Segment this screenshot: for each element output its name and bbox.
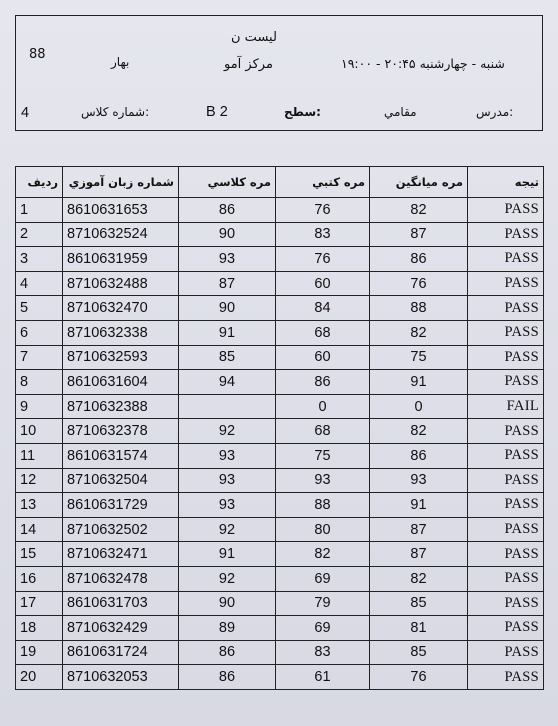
header-result: تيجه: [468, 167, 544, 198]
result-cell: PASS: [468, 345, 544, 370]
student-id-cell: 8610631724: [63, 640, 179, 665]
table-row: [16, 591, 544, 616]
class-score-cell: 92: [179, 517, 276, 542]
table-row: [16, 320, 544, 345]
row-number-cell: 10: [16, 419, 63, 444]
student-id-cell: 8610631604: [63, 370, 179, 395]
result-cell: PASS: [468, 468, 544, 493]
written-score-cell: 76: [276, 198, 370, 223]
student-id-cell: 8610631703: [63, 591, 179, 616]
average-score-cell: 85: [370, 640, 468, 665]
result-cell: PASS: [468, 222, 544, 247]
student-id-cell: 8710632504: [63, 468, 179, 493]
header-box: [15, 15, 543, 131]
class-schedule: شنبه - چهارشنبه ۲۰:۴۵ - ۱۹:۰۰: [341, 56, 505, 71]
written-score-cell: 88: [276, 493, 370, 518]
table-row: [16, 517, 544, 542]
student-id-cell: 8710632502: [63, 517, 179, 542]
result-cell: PASS: [468, 591, 544, 616]
table-row: [16, 296, 544, 321]
row-number-cell: 14: [16, 517, 63, 542]
written-score-cell: 82: [276, 542, 370, 567]
level-label: سطح:: [284, 105, 321, 119]
row-number-cell: 11: [16, 443, 63, 468]
written-score-cell: 75: [276, 443, 370, 468]
row-number-cell: 6: [16, 320, 63, 345]
average-score-cell: 87: [370, 517, 468, 542]
row-number-cell: 3: [16, 247, 63, 272]
class-number: 4: [21, 105, 30, 121]
student-id-cell: 8710632524: [63, 222, 179, 247]
student-id-cell: 8710632429: [63, 616, 179, 641]
written-score-cell: 76: [276, 247, 370, 272]
row-number-cell: 17: [16, 591, 63, 616]
row-number-cell: 9: [16, 394, 63, 419]
table-row: [16, 247, 544, 272]
table-row: [16, 566, 544, 591]
result-cell: PASS: [468, 542, 544, 567]
average-score-cell: 91: [370, 370, 468, 395]
class-score-cell: 90: [179, 591, 276, 616]
student-id-cell: 8710632378: [63, 419, 179, 444]
center-name: مرکز آمو: [224, 57, 273, 72]
result-cell: PASS: [468, 443, 544, 468]
result-cell: PASS: [468, 320, 544, 345]
average-score-cell: 82: [370, 198, 468, 223]
result-cell: PASS: [468, 517, 544, 542]
header-row-number: رديف: [16, 167, 63, 198]
average-score-cell: 87: [370, 542, 468, 567]
header-student-id: شماره زبان آموزي: [63, 167, 179, 198]
written-score-cell: 69: [276, 566, 370, 591]
row-number-cell: 16: [16, 566, 63, 591]
written-score-cell: 93: [276, 468, 370, 493]
average-score-cell: 0: [370, 394, 468, 419]
written-score-cell: 60: [276, 271, 370, 296]
average-score-cell: 82: [370, 566, 468, 591]
class-score-cell: 90: [179, 296, 276, 321]
result-cell: PASS: [468, 247, 544, 272]
class-score-cell: 91: [179, 320, 276, 345]
row-number-cell: 19: [16, 640, 63, 665]
table-row: [16, 468, 544, 493]
row-number-cell: 12: [16, 468, 63, 493]
class-score-cell: 86: [179, 640, 276, 665]
result-cell: PASS: [468, 616, 544, 641]
table-row: [16, 493, 544, 518]
student-id-cell: 8710632388: [63, 394, 179, 419]
result-cell: FAIL: [468, 394, 544, 419]
written-score-cell: 83: [276, 640, 370, 665]
result-cell: PASS: [468, 370, 544, 395]
page-title: لیست ن: [231, 30, 277, 45]
written-score-cell: 80: [276, 517, 370, 542]
student-id-cell: 8710632053: [63, 665, 179, 690]
class-score-cell: 93: [179, 493, 276, 518]
row-number-cell: 2: [16, 222, 63, 247]
result-cell: PASS: [468, 198, 544, 223]
class-score-cell: 92: [179, 566, 276, 591]
table-row: [16, 198, 544, 223]
table-row: [16, 419, 544, 444]
table-row: [16, 616, 544, 641]
written-score-cell: 69: [276, 616, 370, 641]
class-score-cell: 92: [179, 419, 276, 444]
average-score-cell: 86: [370, 247, 468, 272]
average-score-cell: 88: [370, 296, 468, 321]
table-row: [16, 394, 544, 419]
average-score-cell: 82: [370, 320, 468, 345]
table-row: [16, 542, 544, 567]
header-class-score: مره کلاسي: [179, 167, 276, 198]
student-id-cell: 8610631653: [63, 198, 179, 223]
average-score-cell: 82: [370, 419, 468, 444]
written-score-cell: 84: [276, 296, 370, 321]
written-score-cell: 83: [276, 222, 370, 247]
table-header-row: [16, 167, 544, 198]
student-id-cell: 8610631574: [63, 443, 179, 468]
teacher-name: مقامي: [384, 105, 417, 119]
student-id-cell: 8710632488: [63, 271, 179, 296]
result-cell: PASS: [468, 271, 544, 296]
table-row: [16, 370, 544, 395]
table-row: [16, 222, 544, 247]
result-cell: PASS: [468, 640, 544, 665]
class-score-cell: 93: [179, 247, 276, 272]
row-number-cell: 18: [16, 616, 63, 641]
class-score-cell: 90: [179, 222, 276, 247]
table-row: [16, 665, 544, 690]
class-score-cell: 93: [179, 468, 276, 493]
average-score-cell: 86: [370, 443, 468, 468]
header-written-score: مره کتبي: [276, 167, 370, 198]
result-cell: PASS: [468, 296, 544, 321]
class-score-cell: 91: [179, 542, 276, 567]
class-score-cell: [179, 394, 276, 419]
class-number-label: شماره کلاس:: [81, 105, 150, 119]
class-score-cell: 94: [179, 370, 276, 395]
written-score-cell: 60: [276, 345, 370, 370]
average-score-cell: 76: [370, 665, 468, 690]
written-score-cell: 68: [276, 320, 370, 345]
student-id-cell: 8710632470: [63, 296, 179, 321]
student-id-cell: 8710632471: [63, 542, 179, 567]
written-score-cell: 61: [276, 665, 370, 690]
table-row: [16, 271, 544, 296]
header-average: مره ميانگين: [370, 167, 468, 198]
row-number-cell: 15: [16, 542, 63, 567]
class-score-cell: 87: [179, 271, 276, 296]
result-cell: PASS: [468, 419, 544, 444]
class-score-cell: 89: [179, 616, 276, 641]
result-cell: PASS: [468, 493, 544, 518]
average-score-cell: 75: [370, 345, 468, 370]
season-label: بهار: [111, 55, 130, 69]
result-cell: PASS: [468, 665, 544, 690]
row-number-cell: 7: [16, 345, 63, 370]
student-id-cell: 8610631729: [63, 493, 179, 518]
row-number-cell: 8: [16, 370, 63, 395]
written-score-cell: 0: [276, 394, 370, 419]
student-id-cell: 8710632593: [63, 345, 179, 370]
result-cell: PASS: [468, 566, 544, 591]
row-number-cell: 13: [16, 493, 63, 518]
class-score-cell: 93: [179, 443, 276, 468]
written-score-cell: 79: [276, 591, 370, 616]
class-score-cell: 86: [179, 198, 276, 223]
table-row: [16, 640, 544, 665]
row-number-cell: 20: [16, 665, 63, 690]
written-score-cell: 68: [276, 419, 370, 444]
row-number-cell: 5: [16, 296, 63, 321]
term-code: 88: [29, 47, 46, 62]
level-value: B 2: [206, 104, 228, 120]
class-score-cell: 86: [179, 665, 276, 690]
teacher-label: مدرس:: [476, 105, 514, 119]
student-id-cell: 8710632478: [63, 566, 179, 591]
average-score-cell: 76: [370, 271, 468, 296]
grades-table: [15, 166, 544, 690]
average-score-cell: 87: [370, 222, 468, 247]
average-score-cell: 91: [370, 493, 468, 518]
student-id-cell: 8710632338: [63, 320, 179, 345]
average-score-cell: 93: [370, 468, 468, 493]
table-row: [16, 443, 544, 468]
student-id-cell: 8610631959: [63, 247, 179, 272]
average-score-cell: 85: [370, 591, 468, 616]
written-score-cell: 86: [276, 370, 370, 395]
row-number-cell: 4: [16, 271, 63, 296]
class-score-cell: 85: [179, 345, 276, 370]
row-number-cell: 1: [16, 198, 63, 223]
table-body: [16, 198, 544, 690]
table-row: [16, 345, 544, 370]
average-score-cell: 81: [370, 616, 468, 641]
